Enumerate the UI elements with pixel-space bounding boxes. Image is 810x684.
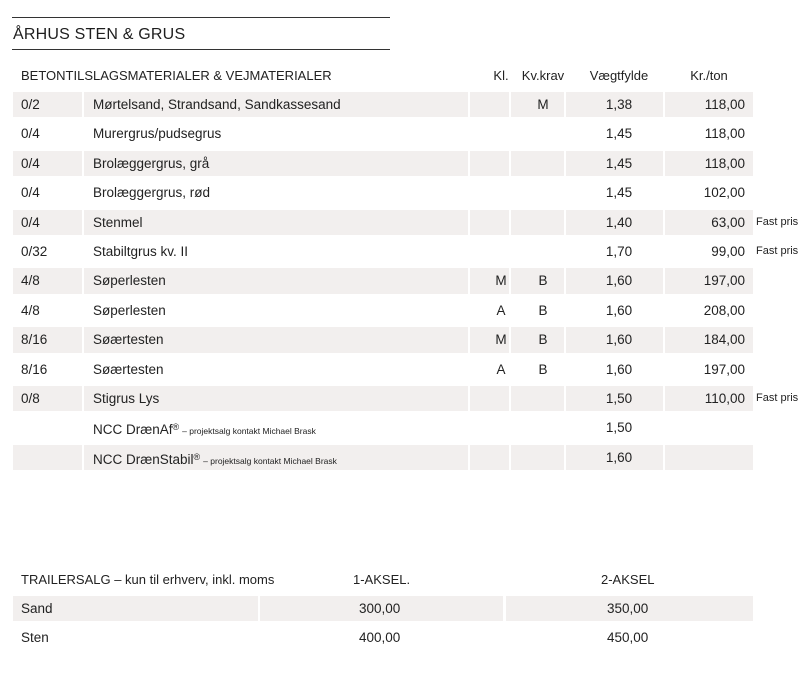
row-shade [511, 151, 564, 176]
density-value: 1,45 [605, 126, 633, 142]
header-kl: Kl. [493, 68, 509, 83]
materials-rows [13, 90, 803, 472]
density-value: 1,60 [605, 449, 633, 465]
registered-mark: ® [193, 451, 201, 462]
row-shade [470, 210, 509, 235]
fraction: 4/8 [21, 273, 40, 289]
trailer-header-row [13, 565, 753, 594]
class-value: A [496, 302, 506, 318]
row-shade [511, 386, 564, 411]
price-value: 118,00 [704, 97, 745, 112]
price-2-aksel: 450,00 [607, 630, 649, 645]
density-value: 1,38 [605, 97, 633, 112]
table-row [13, 119, 803, 148]
density-value: 1,60 [605, 273, 633, 289]
density-value: 1,60 [605, 361, 633, 377]
material-name: Brolæggergrus, rød [93, 185, 211, 201]
material-name-cell [93, 149, 209, 178]
density-value: 1,50 [605, 390, 633, 406]
table-row [13, 178, 803, 207]
price-value: 184,00 [703, 332, 745, 348]
row-shade [470, 386, 509, 411]
price-value: 63,00 [711, 214, 745, 230]
row-shade [511, 210, 564, 235]
price-1-aksel: 300,00 [359, 601, 401, 616]
density-value: 1,40 [605, 214, 633, 230]
table-row [13, 355, 803, 384]
material-name-cell [93, 296, 166, 325]
price-value: 110,00 [704, 390, 745, 406]
trailer-material: Sand [21, 601, 53, 616]
material-name: Søærtesten [93, 332, 164, 348]
project-sale-note: – projektsalg kontakt Michael Brask [182, 426, 316, 437]
density-value: 1,60 [605, 302, 633, 318]
class-value: A [496, 361, 506, 377]
quality-requirement: B [538, 332, 548, 348]
header-kvkrav: Kv.krav [521, 68, 565, 83]
material-name: NCC DrænStabil [93, 451, 194, 467]
density-value: 1,60 [605, 332, 633, 348]
title-underline [12, 49, 390, 50]
quality-requirement: B [538, 273, 548, 289]
material-name-cell [93, 178, 210, 207]
table-row [13, 443, 803, 472]
material-name-cell [93, 90, 341, 119]
material-name-cell [93, 325, 164, 354]
material-name: Mørtelsand, Strandsand, Sandkassesand [93, 97, 341, 112]
density-value: 1,50 [605, 420, 633, 436]
row-shade [470, 92, 509, 117]
fraction: 0/8 [21, 390, 40, 406]
material-name-cell [93, 237, 188, 266]
fixed-price-note: Fast pris [756, 391, 799, 404]
table-row [13, 90, 803, 119]
fraction: 0/32 [21, 243, 48, 259]
row-shade [511, 445, 564, 470]
trailer-material: Sten [21, 630, 49, 645]
section-title: BETONTILSLAGSMATERIALER & VEJMATERIALER [21, 68, 332, 83]
header-density: Vægtfylde [589, 68, 649, 83]
material-name-cell [93, 413, 316, 446]
registered-mark: ® [172, 422, 180, 433]
price-1-aksel: 400,00 [359, 630, 401, 645]
material-name: Brolæggergrus, grå [93, 155, 210, 171]
fraction: 0/2 [21, 97, 40, 112]
trailer-title: TRAILERSALG – kun til erhverv, inkl. moms [21, 572, 275, 587]
table-row [13, 296, 803, 325]
price-value: 118,00 [704, 126, 745, 142]
material-name: Stabiltgrus kv. II [93, 243, 189, 259]
material-name: Søperlesten [93, 273, 166, 289]
row-shade [665, 445, 753, 470]
table-row [13, 237, 803, 266]
price-value: 197,00 [703, 273, 745, 289]
material-name: Murergrus/pudsegrus [93, 126, 222, 142]
density-value: 1,45 [605, 185, 633, 201]
material-name-cell [93, 355, 164, 384]
materials-table [13, 62, 803, 472]
material-name: Stigrus Lys [93, 390, 160, 406]
material-name-cell [93, 119, 221, 148]
table-row [13, 208, 803, 237]
table-row [13, 623, 753, 652]
class-value: M [495, 273, 507, 289]
material-name-cell [93, 384, 159, 413]
header-price: Kr./ton [690, 68, 728, 83]
quality-requirement: B [538, 361, 548, 377]
row-shade [13, 445, 82, 470]
trailer-table [13, 565, 753, 652]
fraction: 8/16 [21, 332, 48, 348]
price-value: 208,00 [703, 302, 745, 318]
trailer-rows [13, 594, 753, 652]
material-name: Søperlesten [93, 302, 166, 318]
quality-requirement: B [538, 302, 548, 318]
row-shade [470, 445, 509, 470]
trailer-col-2-aksel: 2-AKSEL [601, 572, 655, 587]
material-name: Søærtesten [93, 361, 164, 377]
material-name: NCC DrænAf [93, 422, 173, 438]
price-2-aksel: 350,00 [607, 601, 649, 616]
price-value: 102,00 [703, 185, 745, 201]
class-value: M [495, 332, 507, 348]
material-name-cell [93, 443, 337, 476]
price-value: 99,00 [711, 243, 745, 259]
top-rule [12, 17, 390, 18]
company-name: ÅRHUS STEN & GRUS [13, 26, 186, 43]
material-name-cell [93, 208, 143, 237]
table-row [13, 384, 803, 413]
fixed-price-note: Fast pris [756, 244, 799, 257]
quality-requirement: M [537, 97, 549, 112]
fraction: 0/4 [21, 126, 40, 142]
density-value: 1,45 [605, 155, 633, 171]
material-name: Stenmel [93, 214, 143, 230]
price-value: 197,00 [703, 361, 745, 377]
trailer-col-1-aksel: 1-AKSEL. [353, 572, 411, 587]
fraction: 0/4 [21, 155, 40, 171]
fraction: 4/8 [21, 302, 40, 318]
fixed-price-note: Fast pris [756, 215, 799, 228]
materials-header-row [13, 62, 803, 90]
project-sale-note: – projektsalg kontakt Michael Brask [203, 455, 337, 466]
table-row [13, 325, 803, 354]
table-row [13, 594, 753, 623]
row-shade [470, 151, 509, 176]
fraction: 0/4 [21, 214, 40, 230]
table-row [13, 266, 803, 295]
density-value: 1,70 [605, 243, 633, 259]
material-name-cell [93, 266, 166, 295]
price-value: 118,00 [704, 155, 745, 171]
fraction: 8/16 [21, 361, 48, 377]
fraction: 0/4 [21, 185, 40, 201]
table-row [13, 149, 803, 178]
table-row [13, 413, 803, 442]
